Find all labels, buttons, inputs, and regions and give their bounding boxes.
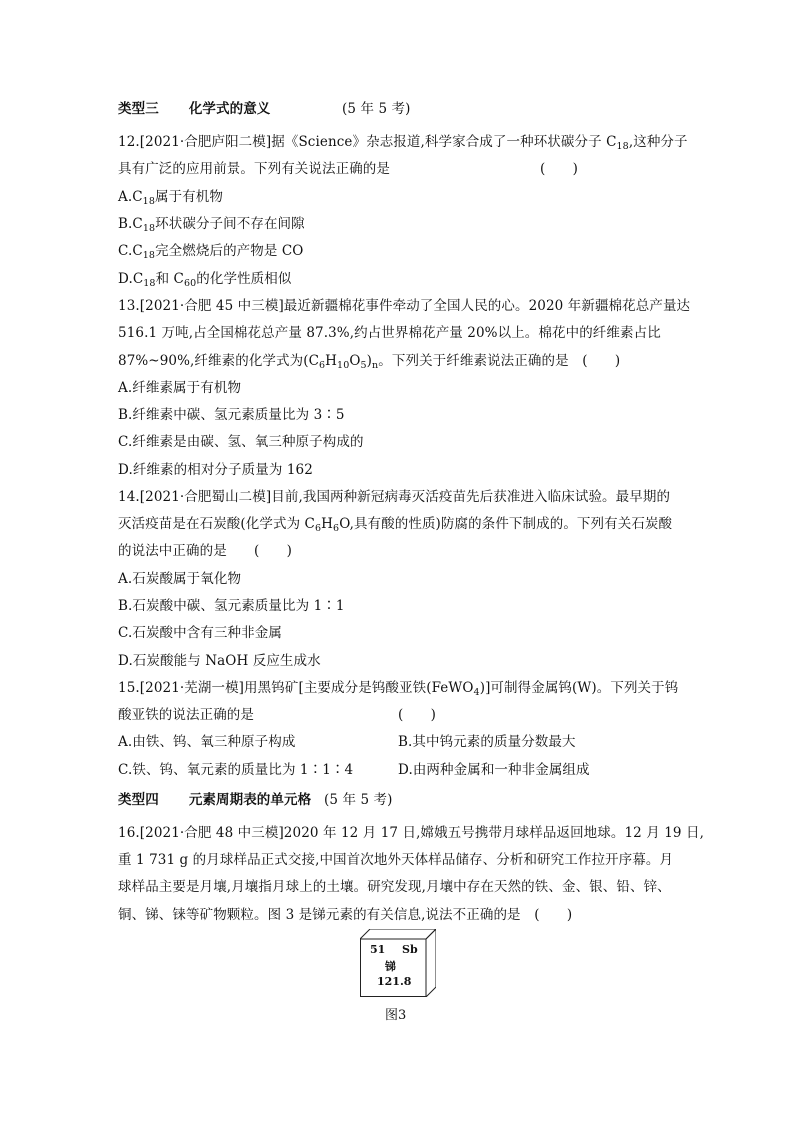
q12-option-b: [118, 215, 305, 238]
q16-line2: 重 1 731 g 的月球样品正式交接,中国首次地外天体样品储存、分析和研究工作拉开序幕。月: [118, 852, 674, 868]
q14-option-a: A.石炭酸属于氧化物: [118, 571, 242, 587]
q13-text: 。下列关于纤维素说法正确的是 ( ): [378, 353, 621, 369]
section-header-3: [118, 100, 270, 118]
q13-option-d: D.纤维素的相对分子质量为 162: [118, 462, 313, 478]
subscript: 6: [333, 523, 340, 534]
q14-text: 灭活疫苗是在石炭酸(化学式为 C: [118, 516, 315, 532]
opt-text: 和 C: [155, 271, 184, 287]
q15-option-c: C.铁、钨、氧元素的质量比为 1∶1∶4: [118, 762, 354, 778]
q13-option-b: B.纤维素中碳、氢元素质量比为 3∶5: [118, 407, 345, 423]
section-title: 元素周期表的单元格: [188, 792, 312, 808]
subscript: 6: [315, 523, 322, 534]
figure-caption: 图3: [385, 1008, 407, 1023]
q13-option-a: A.纤维素属于有机物: [118, 380, 242, 396]
section-count: (5 年 5 考): [324, 792, 393, 808]
subscript: 4: [473, 687, 480, 698]
q14-text: O,具有酸的性质)防腐的条件下制成的。下列有关石炭酸: [339, 516, 673, 532]
q15-text: 15.[2021·芜湖一模]用黑钨矿[主要成分是钨酸亚铁(FeWO: [118, 680, 474, 696]
element-name: 锑: [385, 960, 396, 973]
q12-line2: 具有广泛的应用前景。下列有关说法正确的是: [118, 161, 390, 177]
opt-text: D.C: [118, 271, 144, 287]
q13-text: ): [366, 353, 373, 369]
q15-text: )]可制得金属钨(W)。下列关于钨: [479, 680, 679, 696]
q15-line1: [118, 679, 678, 702]
subscript: 18: [143, 278, 156, 289]
q12-option-d: [118, 270, 291, 293]
subscript: 18: [616, 141, 629, 152]
q13-option-c: C.纤维素是由碳、氢、氧三种原子构成的: [118, 434, 364, 450]
subscript: 18: [142, 223, 156, 234]
q13-line2: 516.1 万吨,占全国棉花总产量 87.3%,约占世界棉花产量 20%以上。棉花中的纤维素占比: [118, 325, 661, 341]
subscript: 60: [183, 278, 197, 289]
q12-line1: [118, 133, 688, 156]
section-header-4: [118, 791, 311, 809]
q13-line3: [118, 352, 620, 375]
opt-text: 环状碳分子间不存在间隙: [155, 216, 305, 232]
answer-paren: ( ): [398, 707, 436, 723]
q14-line3: 的说法中正确的是 ( ): [118, 543, 292, 559]
q15-option-b: B.其中钨元素的质量分数最大: [398, 734, 576, 750]
q15-option-a: A.由铁、钨、氧三种原子构成: [118, 734, 296, 750]
answer-paren: ( ): [540, 161, 578, 177]
opt-text: 完全燃烧后的产物是 CO: [155, 243, 304, 259]
subscript: 6: [319, 360, 326, 371]
opt-text: 的化学性质相似: [196, 271, 292, 287]
q14-option-c: C.石炭酸中含有三种非金属: [118, 625, 282, 641]
subscript: 18: [142, 250, 156, 261]
q12-text: 12.[2021·合肥庐阳二模]据《Science》杂志报道,科学家合成了一种环状碳分子 C: [118, 134, 617, 150]
subscript: 18: [142, 196, 155, 207]
section-count: (5 年 5 考): [342, 101, 411, 117]
q13-line1: 13.[2021·合肥 45 中三模]最近新疆棉花事件牵动了全国人民的心。2020 年新疆棉花总产量达: [118, 298, 691, 314]
q16-line1: 16.[2021·合肥 48 中三模]2020 年 12 月 17 日,嫦娥五号携带月球样品返回地球。12 月 19 日,: [118, 825, 704, 841]
subscript: 10: [337, 360, 350, 371]
q15-line2: 酸亚铁的说法正确的是: [118, 707, 254, 723]
q14-line1: 14.[2021·合肥蜀山二模]目前,我国两种新冠病毒灭活疫苗先后获准进入临床试验。最早期的: [118, 489, 671, 505]
q12-option-a: [118, 188, 223, 211]
atomic-mass: 121.8: [377, 975, 412, 988]
section-title: 化学式的意义: [188, 101, 271, 117]
q13-text: O: [349, 353, 361, 369]
q14-option-b: B.石炭酸中碳、氢元素质量比为 1∶1: [118, 598, 345, 614]
atomic-number: 51: [370, 943, 386, 956]
q16-line3: 球样品主要是月壤,月壤指月球上的土壤。研究发现,月壤中存在天然的铁、金、银、铅、锌、: [118, 879, 671, 895]
opt-text: C.C: [118, 243, 143, 259]
q16-line4: 铜、锑、铼等矿物颗粒。图 3 是锑元素的有关信息,说法不正确的是 ( ): [118, 907, 573, 923]
section-label: 类型四: [118, 792, 159, 808]
opt-text: A.C: [118, 189, 143, 205]
element-cell-figure: [360, 929, 436, 997]
subscript: n: [372, 360, 379, 371]
q12-option-c: [118, 242, 303, 265]
q13-text: 87%~90%,纤维素的化学式为(C: [118, 353, 320, 369]
opt-text: 属于有机物: [154, 189, 223, 205]
subscript: 5: [360, 360, 367, 371]
q14-line2: [118, 515, 672, 538]
q15-option-d: D.由两种金属和一种非金属组成: [398, 762, 590, 778]
q13-text: H: [325, 353, 338, 369]
element-symbol: Sb: [402, 943, 418, 956]
section-label: 类型三: [118, 101, 159, 117]
q12-text: ,这种分子: [628, 134, 688, 150]
q14-text: H: [321, 516, 334, 532]
opt-text: B.C: [118, 216, 143, 232]
q14-option-d: D.石炭酸能与 NaOH 反应生成水: [118, 653, 321, 669]
